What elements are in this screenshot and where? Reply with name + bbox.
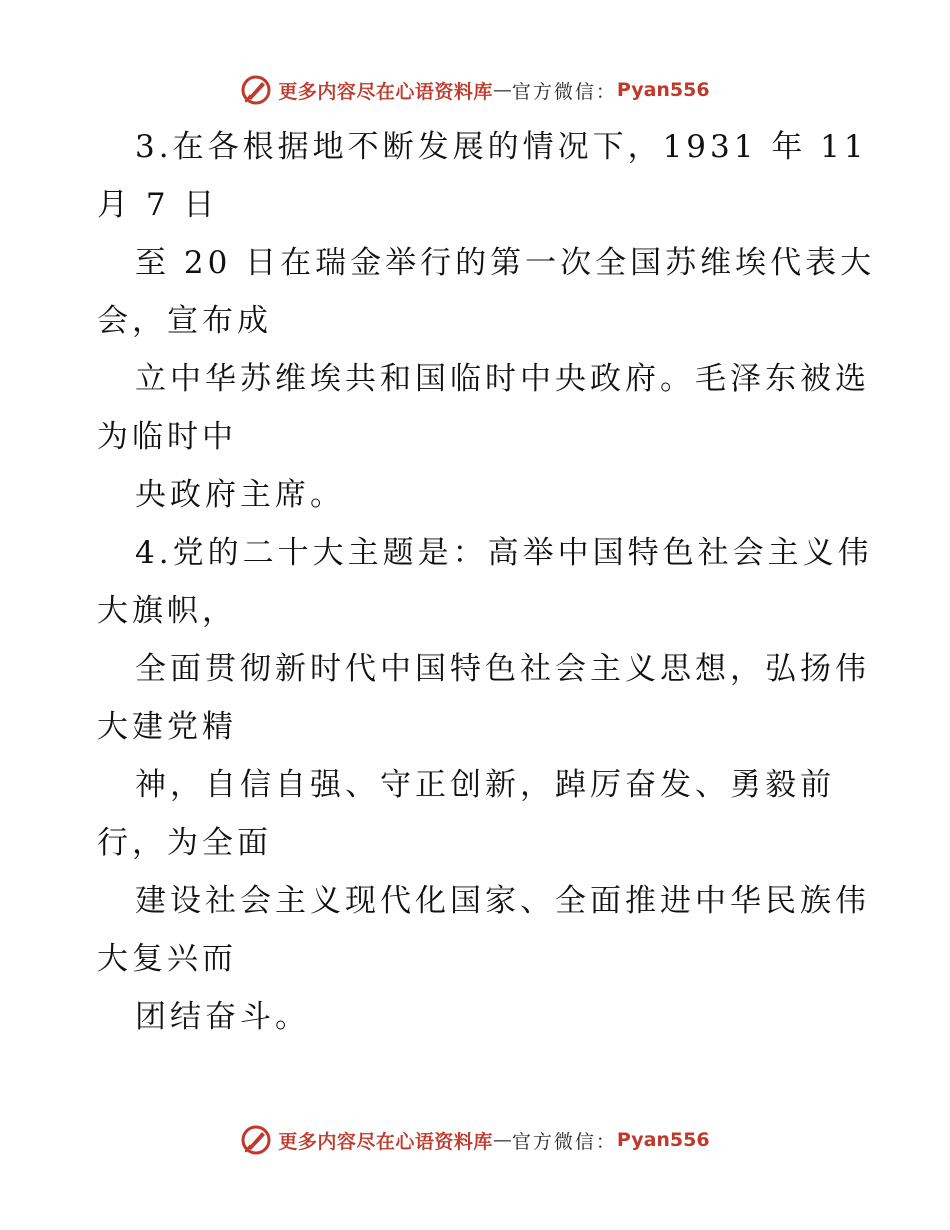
watermark-id: Pyan556 [616,79,710,101]
text-line: 大复兴而 [97,941,237,977]
text-line: 大建党精 [97,709,237,745]
text-line: 全面贯彻新时代中国特色社会主义思想，弘扬伟 [135,651,870,687]
text-line: 建设社会主义现代化国家、全面推进中华民族伟 [135,883,870,919]
text-line: 4.党的二十大主题是：高举中国特色社会主义伟 [135,535,873,571]
text-line: 会，宣布成 [97,303,272,339]
watermark-dash: — [492,79,512,101]
watermark-main-text: 更多内容尽在心语资料库 [278,1130,493,1153]
text-line: 大旗帜， [97,593,237,629]
watermark-sub-text: 官方微信： [511,1130,617,1153]
text-line: 央政府主席。 [135,477,345,513]
watermark-dash: — [492,1129,512,1151]
text-line: 行，为全面 [97,825,272,861]
text-line: 团结奋斗。 [135,999,310,1035]
text-line: 神，自信自强、守正创新，踔厉奋发、勇毅前 [135,767,835,803]
quill-logo-icon [240,1124,272,1156]
document-body [97,118,876,1046]
watermark-header [0,70,950,110]
quill-logo-icon [240,74,272,106]
text-line: 为临时中 [97,419,237,455]
watermark-main-text: 更多内容尽在心语资料库 [278,80,493,103]
watermark-footer [0,1120,950,1160]
text-line: 至 20 日在瑞金举行的第一次全国苏维埃代表大 [135,245,876,281]
watermark-sub-text: 官方微信： [511,80,617,103]
text-line: 立中华苏维埃共和国临时中央政府。毛泽东被选 [135,361,870,397]
text-line: 3.在各根据地不断发展的情况下，1931 年 11 [135,129,868,165]
text-line: 月 7 日 [97,187,219,223]
watermark-id: Pyan556 [616,1129,710,1151]
